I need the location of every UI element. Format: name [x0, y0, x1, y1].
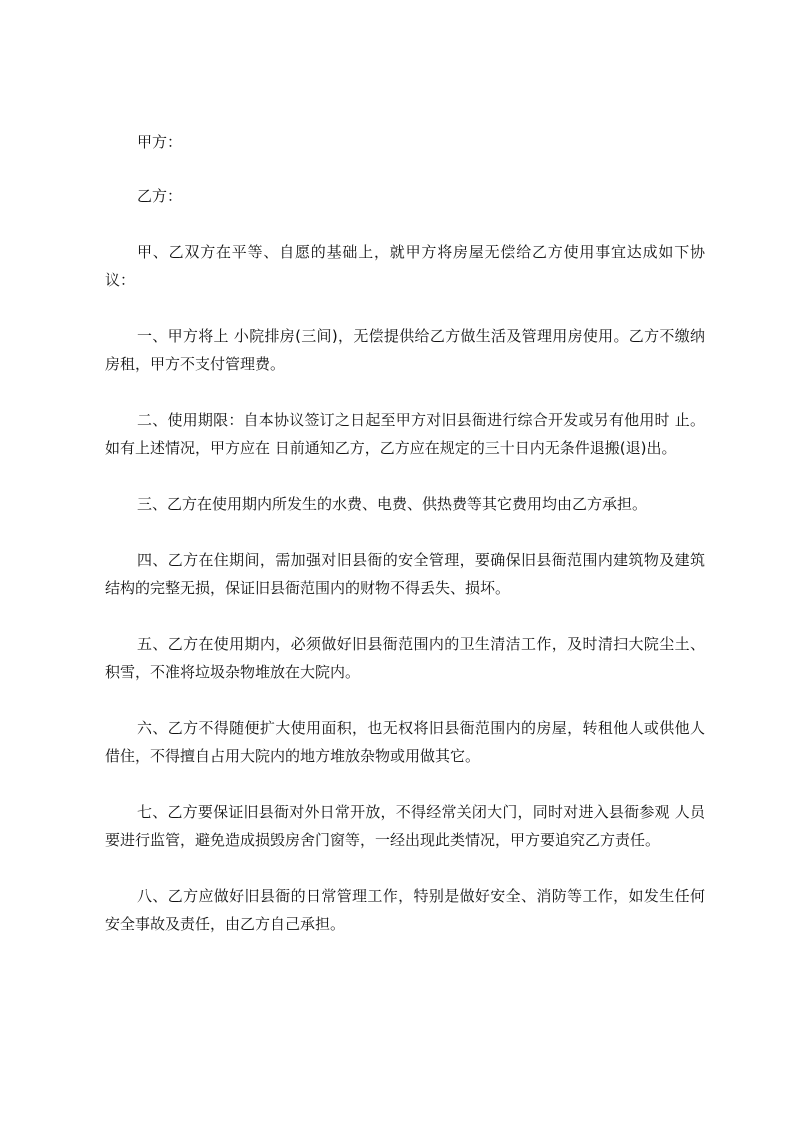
intro-paragraph: 甲、乙双方在平等、自愿的基础上，就甲方将房屋无偿给乙方使用事宜达成如下协议： — [105, 243, 705, 289]
party-b-line: 乙方： — [137, 187, 183, 205]
clause-6: 六、乙方不得随便扩大使用面积，也无权将旧县衙范围内的房屋，转租他人或供他人借住，不得擅自占用大院内的地方堆放杂物或用做其它。 — [105, 719, 705, 765]
clause-7: 七、乙方要保证旧县衙对外日常开放，不得经常关闭大门，同时对进入县衙参观 人员要进行监管，避免造成损毁房舍门窗等，一经出现此类情况，甲方要追究乙方责任。 — [105, 803, 705, 849]
clause-2: 二、使用期限：自本协议签订之日起至甲方对旧县衙进行综合开发或另有他用时 止。如有上述情况，甲方应在 日前通知乙方，乙方应在规定的三十日内无条件退搬(退)出。 — [105, 411, 705, 457]
clause-5: 五、乙方在使用期内，必须做好旧县衙范围内的卫生清洁工作，及时清扫大院尘土、积雪，不准将垃圾杂物堆放在大院内。 — [105, 635, 705, 681]
document-body — [105, 128, 705, 938]
clause-3: 三、乙方在使用期内所发生的水费、电费、供热费等其它费用均由乙方承担。 — [137, 495, 648, 513]
clause-8: 八、乙方应做好旧县衙的日常管理工作，特别是做好安全、消防等工作，如发生任何安全事故及责任，由乙方自己承担。 — [105, 887, 705, 933]
clause-4: 四、乙方在住期间，需加强对旧县衙的安全管理，要确保旧县衙范围内建筑物及建筑结构的完整无损，保证旧县衙范围内的财物不得丢失、损坏。 — [105, 551, 705, 597]
party-a-line: 甲方： — [137, 133, 183, 151]
clause-1: 一、甲方将上 小院排房(三间)，无偿提供给乙方做生活及管理用房使用。乙方不缴纳房租，甲方不支付管理费。 — [105, 327, 705, 373]
